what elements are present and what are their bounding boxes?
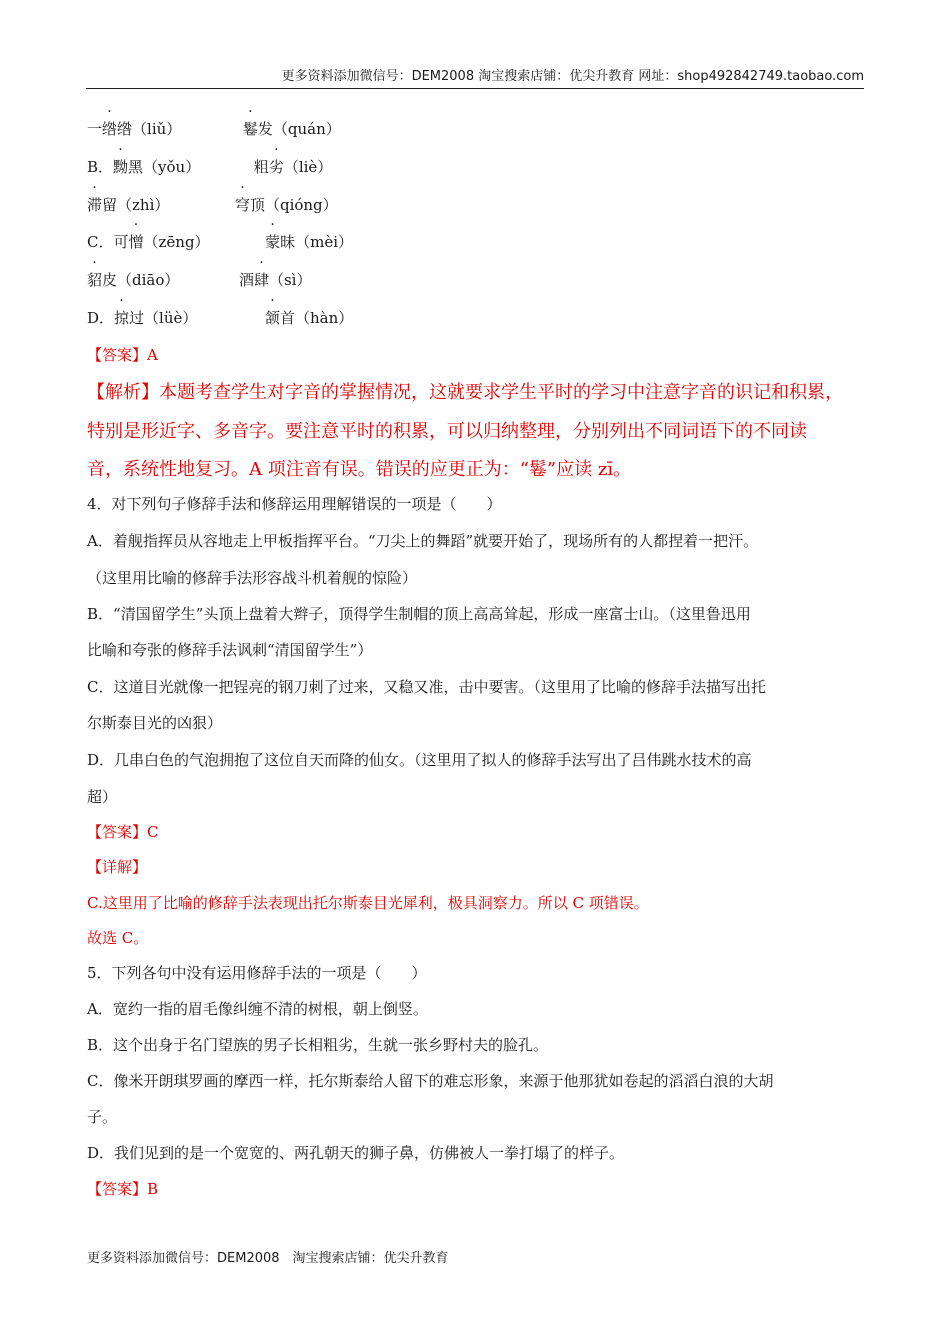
text: 首（hàn）	[279, 309, 354, 327]
text: 顶（qióng）	[249, 196, 338, 214]
q4-option-a-line1: A．着舰指挥员从容地走上甲板指挥平台。“刀尖上的舞蹈”就要开始了，现场所有的人都捏着一把汗。	[87, 532, 759, 550]
dotted-char: 黝	[113, 158, 129, 176]
q4-option-c-line2: 尔斯泰目光的凶狠）	[87, 714, 223, 732]
q4-option-b-line2: 比喻和夸张的修辞手法讽刺“清国留学生”）	[87, 641, 373, 659]
q5-option-b: B．这个出身于名门望族的男子长相粗劣，生就一张乡野村夫的脸孔。	[87, 1036, 549, 1054]
q3-analysis-line1: 【解析】本题考查学生对字音的掌握情况，这就要求学生平时的学习中注意字音的识记和积累，	[87, 382, 843, 403]
q4-option-d-line1: D．几串白色的气泡拥抱了这位自天而降的仙女。（这里用了拟人的修辞手法写出了吕伟跳水技术的高	[87, 751, 752, 769]
text: B．	[87, 158, 114, 176]
q4-option-a-line2: （这里用比喻的修辞手法形容战斗机着舰的惊险）	[87, 569, 418, 587]
dotted-char: 貂	[87, 271, 103, 289]
dotted-char: 绺	[102, 120, 118, 138]
q5-answer: 【答案】B	[87, 1180, 159, 1198]
text: （liè）	[283, 158, 333, 176]
dotted-char: 穹	[234, 196, 250, 214]
text: 昧（mèi）	[280, 233, 354, 251]
text: 皮（diāo）	[102, 271, 180, 289]
q3-option-c-row2	[87, 269, 311, 290]
dotted-char: 蒙	[265, 233, 281, 251]
text: 酒	[238, 271, 254, 289]
q4-detail-label: 【详解】	[87, 858, 148, 876]
text: 绺（liǔ）	[117, 120, 182, 138]
q3-option-c-row1	[87, 231, 353, 252]
q4-detail-line1: C.这里用了比喻的修辞手法表现出托尔斯泰目光犀利，极具洞察力。所以 C 项错误。	[87, 894, 649, 912]
q3-analysis-line2: 特别是形近字、多音字。要注意平时的积累，可以归纳整理，分别列出不同词语下的不同读	[87, 421, 807, 442]
text: C．可	[87, 233, 129, 251]
q4-option-c-line1: C．这道目光就像一把锃亮的钢刀刺了过来，又稳又准，击中要害。（这里用了比喻的修辞手法描写出托	[87, 678, 766, 696]
q4-detail-line2: 故选 C。	[87, 929, 149, 947]
page-header: 更多资料添加微信号：DEM2008 淘宝搜索店铺：优尖升教育 网址：shop492842749.taobao.com	[86, 68, 864, 89]
dotted-char: 肆	[253, 271, 269, 289]
text: （sì）	[268, 271, 312, 289]
text: （zēng）	[143, 233, 210, 251]
q3-option-b-row1	[87, 156, 332, 177]
text: 黑（yǒu）	[128, 158, 201, 176]
q5-option-d: D．我们见到的是一个宽宽的、两孔朝天的狮子鼻，仿佛被人一拳打塌了的样子。	[87, 1144, 625, 1162]
q3-option-d-row1	[87, 307, 353, 328]
page-footer: 更多资料添加微信号：DEM2008 淘宝搜索店铺：优尖升教育	[87, 1251, 449, 1266]
q5-option-a: A．宽约一指的眉毛像纠缠不清的树根，朝上倒竖。	[87, 1000, 428, 1018]
q4-answer: 【答案】C	[87, 823, 159, 841]
text: 过（lüè）	[129, 309, 198, 327]
q5-option-c-line2: 子。	[87, 1108, 118, 1126]
text: 发（quán）	[257, 120, 341, 138]
text: 一	[87, 120, 103, 138]
text: 粗	[253, 158, 269, 176]
dotted-char: 颔	[264, 309, 280, 327]
q5-stem: 5．下列各句中没有运用修辞手法的一项是（ ）	[87, 964, 427, 982]
q3-answer: 【答案】A	[87, 346, 158, 364]
q3-analysis-line3: 音，系统性地复习。A 项注音有误。错误的应更正为：“鬈”应读 zī。	[87, 459, 632, 480]
dotted-char: 劣	[268, 158, 284, 176]
text: 留（zhì）	[102, 196, 170, 214]
dotted-char: 鬈	[242, 120, 258, 138]
dotted-char: 憎	[128, 233, 144, 251]
q5-option-c-line1: C．像米开朗琪罗画的摩西一样，托尔斯泰给人留下的难忘形象，来源于他那犹如卷起的滔滔白浪的大胡	[87, 1072, 774, 1090]
q4-option-d-line2: 超）	[87, 788, 118, 806]
q4-stem: 4．对下列句子修辞手法和修辞运用理解错误的一项是（ ）	[87, 495, 502, 513]
q3-option-a-row1	[87, 118, 341, 139]
q3-option-b-row2	[87, 194, 338, 215]
text: D．	[87, 309, 115, 327]
q4-option-b-line1: B．“清国留学生”头顶上盘着大辫子，顶得学生制帽的顶上高高耸起，形成一座富士山。（这里鲁迅用	[87, 605, 751, 623]
dotted-char: 掠	[114, 309, 130, 327]
dotted-char: 滞	[87, 196, 103, 214]
